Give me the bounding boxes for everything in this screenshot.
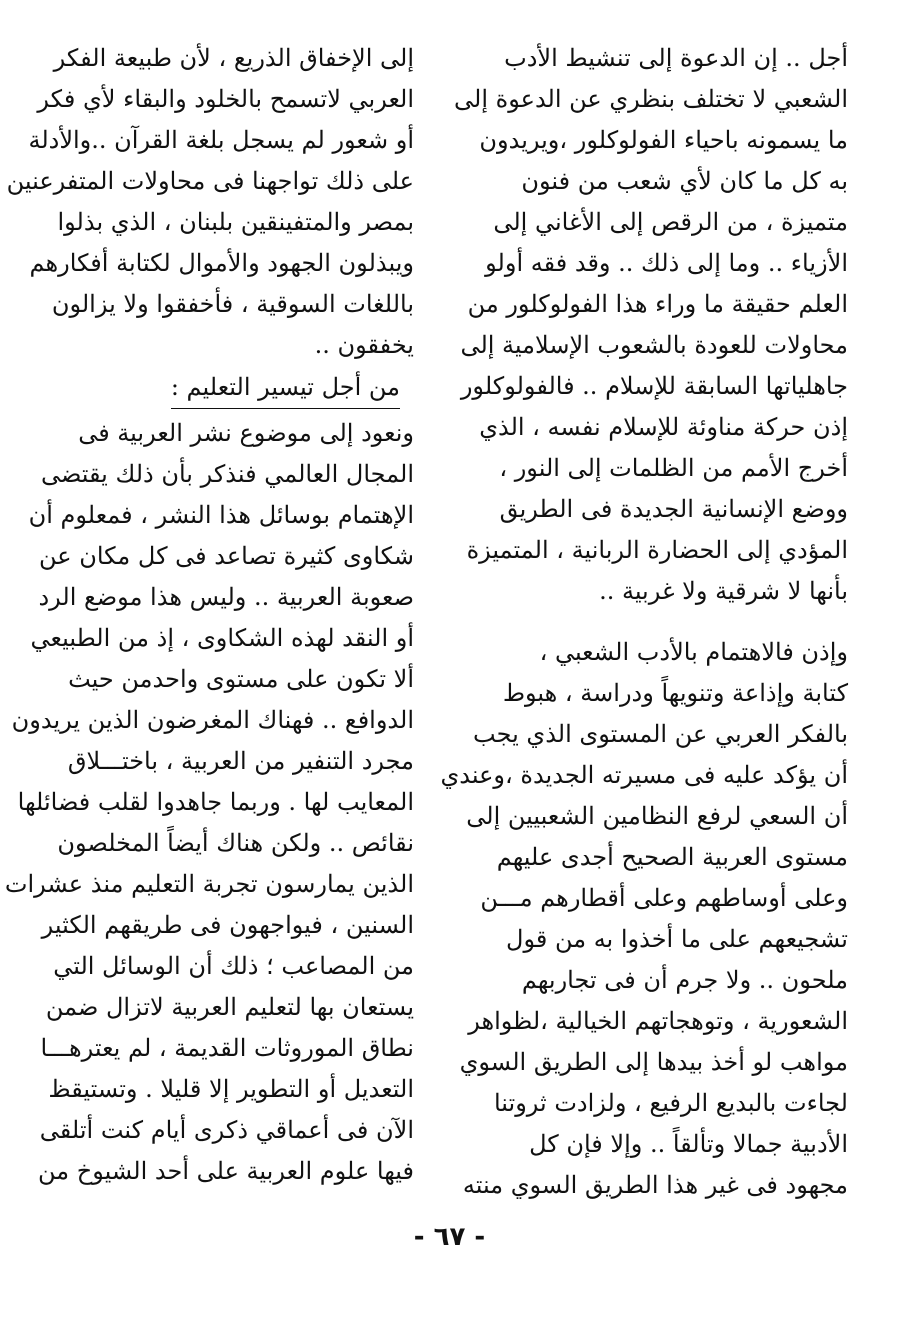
text-line: إلى الإخفاق الذريع ، لأن طبيعة الفكر (53, 44, 414, 72)
left-paragraph-2 (4, 413, 414, 1192)
text-line: نطاق الموروثات القديمة ، لم يعترهـــا (40, 1034, 414, 1062)
text-line: وعلى أوساطهم وعلى أقطارهم مـــن (480, 884, 848, 912)
text-line: صعوبة العربية .. وليس هذا موضع الرد (38, 583, 414, 611)
text-line: أجل .. إن الدعوة إلى تنشيط الأدب (504, 44, 848, 72)
text-line: مستوى العربية الصحيح أجدى عليهم (496, 843, 848, 871)
text-line: الشعبي لا تختلف بنظري عن الدعوة إلى (454, 85, 848, 113)
text-line: مجرد التنفير من العربية ، باختـــلاق (67, 747, 414, 775)
text-line: جاهلياتها السابقة للإسلام .. فالفولوكلور (460, 372, 848, 400)
text-line: المجال العالمي فنذكر بأن ذلك يقتضى (40, 460, 414, 488)
text-line: تشجيعهم على ما أخذوا به من قول (506, 925, 848, 953)
page-number: - ٦٧ - (413, 1222, 486, 1252)
text-line: أو النقد لهذه الشكاوى ، إذ من الطبيعي (30, 624, 414, 652)
text-line: مواهب لو أخذ بيدها إلى الطريق السوي (459, 1048, 848, 1076)
text-line: الأزياء .. وما إلى ذلك .. وقد فقه أولو (485, 249, 848, 277)
text-line: شكاوى كثيرة تصاعد فى كل مكان عن (39, 542, 414, 570)
text-line: الشعورية ، وتوهجاتهم الخيالية ،لظواهر (468, 1007, 848, 1035)
text-line: إذن حركة مناوئة للإسلام نفسه ، الذي (479, 413, 848, 441)
right-column (440, 38, 848, 1206)
text-line: يخفقون .. (314, 331, 414, 359)
text-line: المعايب لها . وربما جاهدوا لقلب فضائلها (17, 788, 414, 816)
text-line: وإذن فالاهتمام بالأدب الشعبي ، (539, 638, 848, 666)
text-line: السنين ، فيواجهون فى طريقهم الكثير (41, 911, 414, 939)
text-line: بالفكر العربي عن المستوى الذي يجب (473, 720, 848, 748)
text-line: الأدبية جمالا وتألقاً .. وإلا فإن كل (529, 1130, 848, 1158)
text-line: بأنها لا شرقية ولا غربية .. (599, 577, 848, 605)
text-line: المؤدي إلى الحضارة الربانية ، المتميزة (466, 536, 848, 564)
text-line: متميزة ، من الرقص إلى الأغاني إلى (493, 208, 848, 236)
text-line: مجهود فى غير هذا الطريق السوي منته (462, 1171, 848, 1199)
text-line: أخرج الأمم من الظلمات إلى النور ، (499, 454, 848, 482)
left-column (4, 38, 414, 1192)
text-line: على ذلك تواجهنا فى محاولات المتفرعنين (6, 167, 414, 195)
text-line: العربي لاتسمح بالخلود والبقاء لأي فكر (37, 85, 414, 113)
section-heading: من أجل تيسير التعليم : (171, 368, 400, 409)
text-line: أو شعور لم يسجل بلغة القرآن ..والأدلة (28, 126, 414, 154)
text-line: فيها علوم العربية على أحد الشيوخ من (38, 1157, 414, 1185)
text-line: الآن فى أعماقي ذكرى أيام كنت أتلقى (39, 1116, 414, 1144)
paragraph-gap (490, 612, 848, 632)
text-line: العلم حقيقة ما وراء هذا الفولوكلور من (467, 290, 848, 318)
text-line: الذين يمارسون تجربة التعليم منذ عشرات (4, 870, 414, 898)
text-line: يستعان بها لتعليم العربية لاتزال ضمن (45, 993, 414, 1021)
text-line: به كل ما كان لأي شعب من فنون (521, 167, 848, 195)
text-line: الدوافع .. فهناك المغرضون الذين يريدون (11, 706, 414, 734)
right-paragraph-2 (440, 632, 848, 1206)
text-line: من المصاعب ؛ ذلك أن الوسائل التي (53, 952, 414, 980)
text-line: ألا تكون على مستوى واحدمن حيث (68, 665, 414, 693)
text-line: أن السعي لرفع النظامين الشعبيين إلى (466, 802, 848, 830)
text-line: ويبذلون الجهود والأموال لكتابة أفكارهم (29, 249, 414, 277)
text-line: ملحون .. ولا جرم أن فى تجاربهم (521, 966, 848, 994)
text-line: الإهتمام بوسائل هذا النشر ، فمعلوم أن (28, 501, 414, 529)
text-line: كتابة وإذاعة وتنويهاً ودراسة ، هبوط (502, 679, 848, 707)
text-line: ما يسمونه باحياء الفولوكلور ،ويريدون (479, 126, 848, 154)
text-line: باللغات السوقية ، فأخفقوا ولا يزالون (51, 290, 414, 318)
text-line: بمصر والمتفينقين بلبنان ، الذي بذلوا (57, 208, 414, 236)
text-line: التعديل أو التطوير إلا قليلا . وتستيقظ (48, 1075, 414, 1103)
right-paragraph-1 (454, 38, 848, 612)
text-line: ووضع الإنسانية الجديدة فى الطريق (499, 495, 848, 523)
text-line: ونعود إلى موضوع نشر العربية فى (78, 419, 414, 447)
text-line: محاولات للعودة بالشعوب الإسلامية إلى (460, 331, 848, 359)
left-paragraph-1 (6, 38, 414, 366)
text-line: لجاءت بالبديع الرفيع ، ولزادت ثروتنا (493, 1089, 848, 1117)
section-heading-wrapper (56, 366, 414, 413)
text-line: نقائص .. ولكن هناك أيضاً المخلصون (57, 829, 414, 857)
text-line: أن يؤكد عليه فى مسيرته الجديدة ،وعندي (440, 761, 848, 789)
